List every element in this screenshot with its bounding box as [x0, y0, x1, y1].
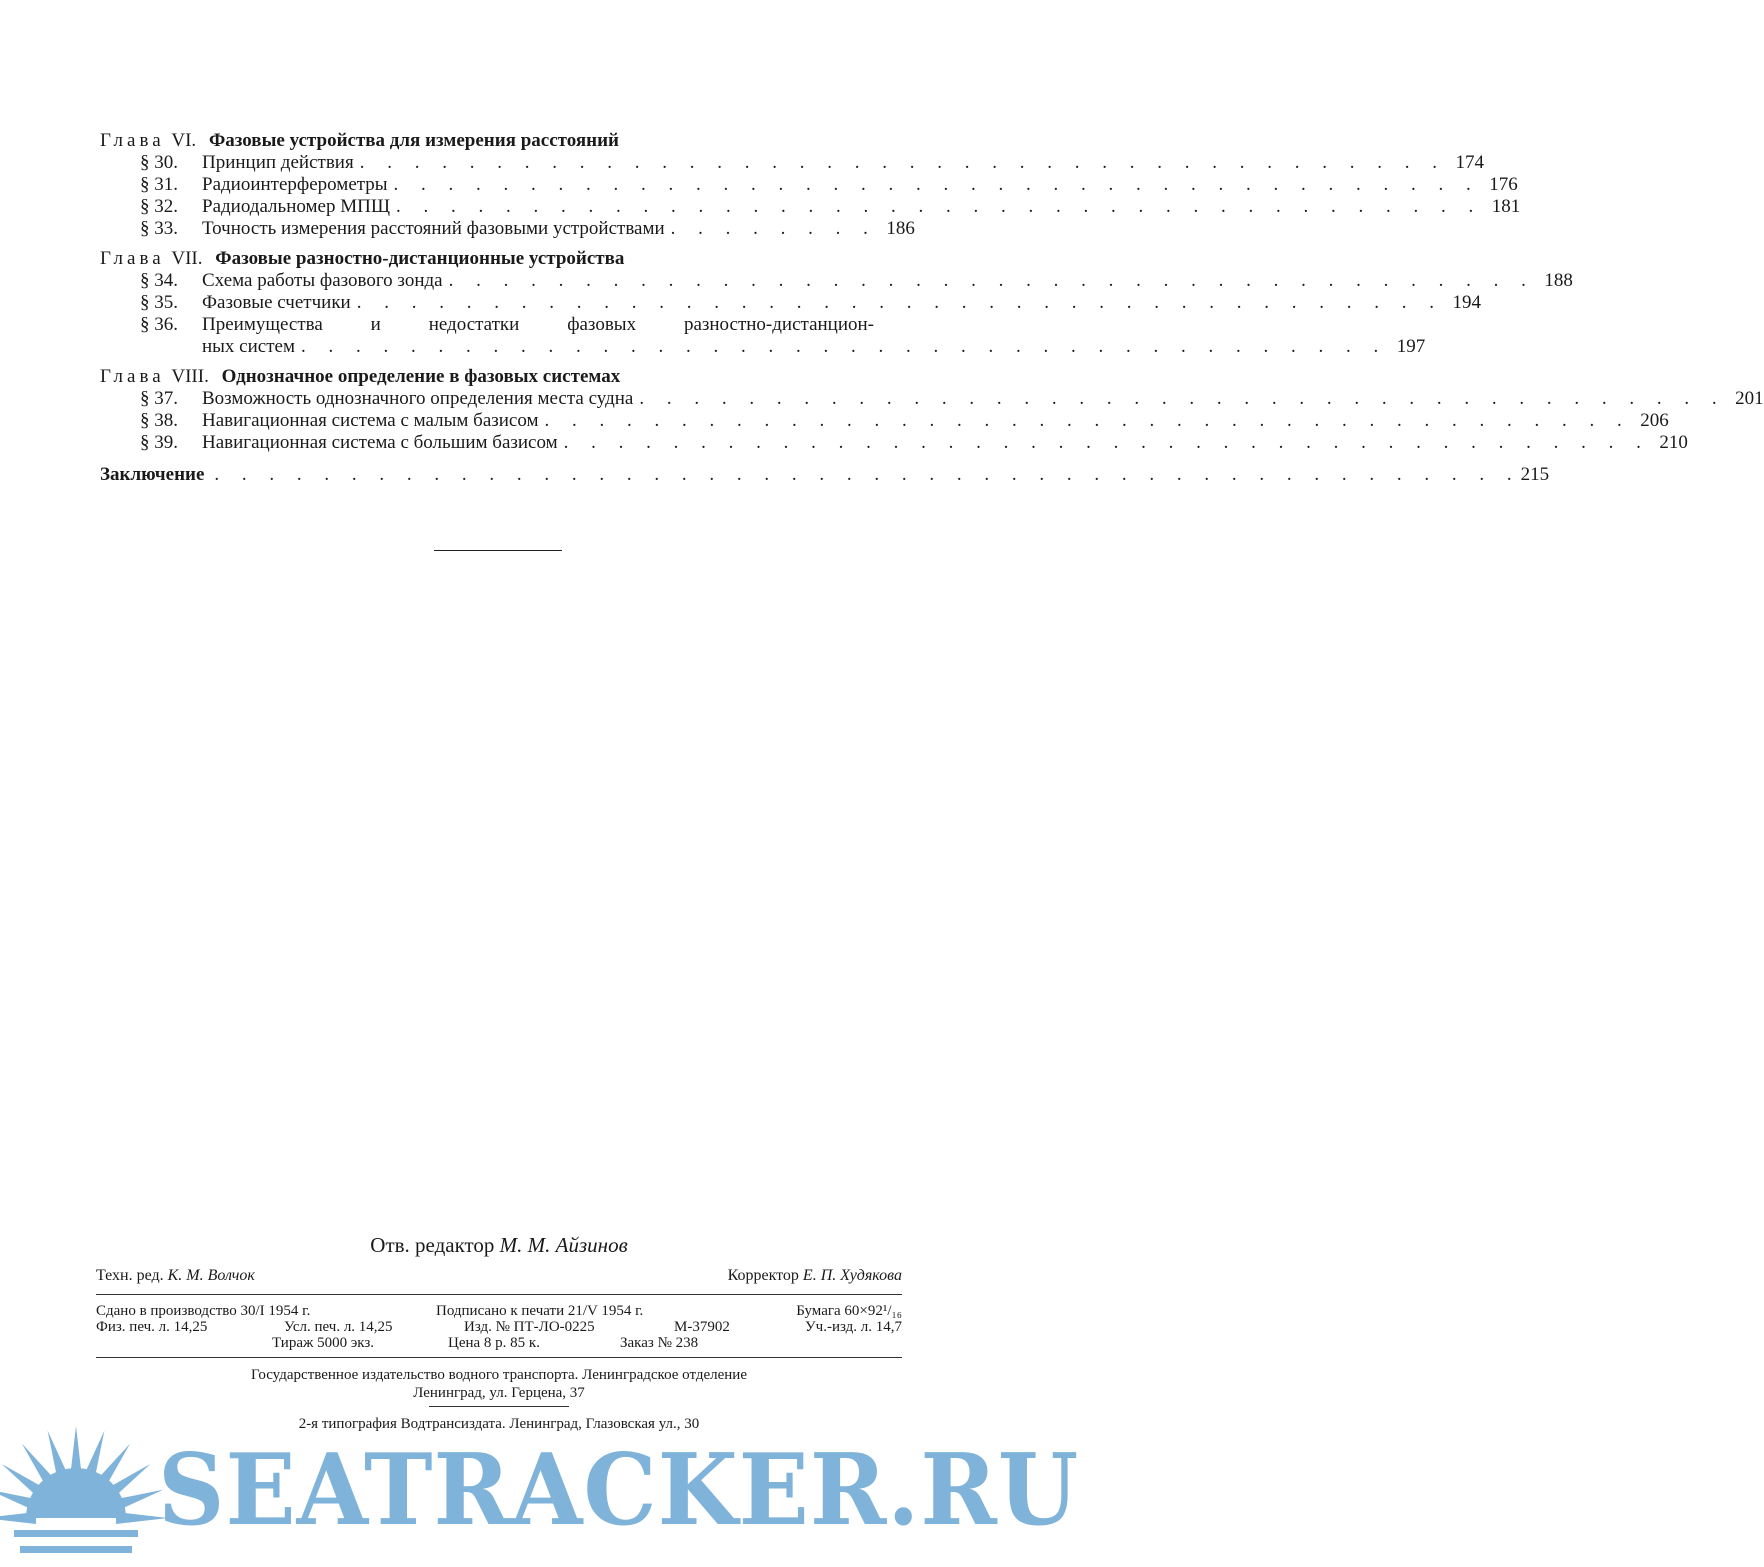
toc-entry[interactable]	[100, 174, 1518, 196]
leader-dots: . . . . . . . . . . . . . . . . . . . . . . . . . . . . . . . . . . . . . . . .	[359, 152, 1446, 173]
leader-dots: . . . . . . . . . . . . . . . . . . . . . . . . . . . . . . . . . . . . . . . .	[300, 336, 1388, 357]
page-number: 174	[1455, 152, 1484, 173]
section-number: § 36.	[140, 314, 178, 335]
page-number: 201	[1735, 388, 1764, 409]
izd-number: Изд. № ПТ-ЛО-0225	[464, 1319, 595, 1335]
publisher-name: Государственное издательство водного транспорта. Ленинградское отделение	[251, 1367, 747, 1383]
toc-entry[interactable]	[100, 292, 1481, 314]
printer: 2-я типография Водтрансиздата. Ленинград, Глазовская ул., 30	[298, 1416, 700, 1432]
toc-entry[interactable]	[100, 152, 1484, 174]
production-date: Сдано в производство 30/I 1954 г.	[96, 1303, 311, 1319]
cond-sheets: Усл. печ. л. 14,25	[284, 1319, 393, 1335]
section-number: § 30.	[140, 152, 178, 173]
chapter-title: Фазовые разностно-дистанционные устройства	[215, 248, 625, 269]
leader-dots: . . . . . . . .	[670, 218, 877, 239]
corrector-name: Е. П. Худякова	[802, 1267, 902, 1284]
sun-icon	[0, 1426, 168, 1553]
table-of-contents	[100, 130, 1764, 486]
page-number: 206	[1640, 410, 1669, 431]
order-number: Заказ № 238	[620, 1335, 699, 1351]
section-number: § 32.	[140, 196, 178, 217]
divider	[434, 550, 562, 551]
page-number: 188	[1544, 270, 1573, 291]
page-number: 215	[1520, 464, 1550, 485]
signed-date: Подписано к печати 21/V 1954 г.	[436, 1303, 644, 1319]
section-title: Радиодальномер МПЩ	[202, 196, 390, 217]
section-title: Точность измерения расстояний фазовыми устройствами	[202, 218, 665, 239]
chapter-number: VII.	[171, 248, 203, 269]
toc-entry[interactable]	[100, 314, 895, 336]
tech-name: К. М. Волчок	[167, 1267, 255, 1284]
toc-entry[interactable]	[100, 218, 915, 240]
publication-info	[96, 1303, 902, 1353]
chapter-heading	[100, 248, 895, 270]
toc-entry[interactable]	[100, 270, 1573, 292]
publisher-address: Ленинград, ул. Герцена, 37	[413, 1385, 585, 1401]
divider	[96, 1294, 902, 1295]
tech-label: Техн. ред.	[96, 1267, 164, 1284]
watermark-text: SEATRACKER.RU	[158, 1433, 1080, 1548]
section-title: Принцип действия	[202, 152, 354, 173]
conclusion-title: Заключение	[100, 464, 205, 485]
imprint	[96, 1232, 902, 1433]
section-number: § 35.	[140, 292, 178, 313]
section-title: Фазовые счетчики	[202, 292, 351, 313]
section-title: Навигационная система с большим базисом	[202, 432, 558, 453]
chapter-word: Глава	[100, 248, 165, 269]
leader-dots: . . . . . . . . . . . . . . . . . . . . . . . . . . . . . . . . . . . . . . . .	[563, 432, 1650, 453]
toc-entry-continuation[interactable]	[100, 336, 1426, 358]
chapter-title: Фазовые устройства для измерения расстояний	[208, 130, 619, 151]
price: Цена 8 р. 85 к.	[448, 1335, 540, 1351]
chapter-number: VIII.	[171, 366, 209, 387]
leader-dots: . . . . . . . . . . . . . . . . . . . . . . . . . . . . . . . . . . . . . . . .	[448, 270, 1535, 291]
section-title: Возможность однозначного определения места судна	[202, 388, 634, 409]
section-number: § 31.	[140, 174, 178, 195]
section-title: Навигационная система с малым базисом	[202, 410, 539, 431]
section-number: § 37.	[140, 388, 178, 409]
page-number: 181	[1491, 196, 1521, 217]
phys-sheets: Физ. печ. л. 14,25	[96, 1319, 208, 1335]
chapter-word: Глава	[100, 366, 165, 387]
divider	[429, 1406, 569, 1407]
editor-name: М. М. Айзинов	[499, 1233, 628, 1257]
toc-conclusion[interactable]	[100, 464, 1550, 486]
leader-dots: . . . . . . . . . . . . . . . . . . . . . . . . . . . . . . . . . . . . . . . .	[396, 196, 1483, 217]
section-title-line1: Преимущества и недостатки фазовых разностно-дистанцион-	[202, 314, 874, 335]
chapter-heading	[100, 130, 895, 152]
tech-editor	[96, 1266, 255, 1286]
page-number: 186	[886, 218, 915, 239]
section-title: Радиоинтерферометры	[202, 174, 388, 195]
toc-entry[interactable]	[100, 196, 1521, 218]
leader-dots: . . . . . . . . . . . . . . . . . . . . . . . . . . . . . . . . . . . . . . . . . . . . . . . .	[214, 464, 1521, 485]
leader-dots: . . . . . . . . . . . . . . . . . . . . . . . . . . . . . . . . . . . . . . . .	[356, 292, 1443, 313]
section-title: Схема работы фазового зонда	[202, 270, 443, 291]
editor-line	[96, 1232, 902, 1258]
chapter-word: Глава	[100, 130, 165, 151]
chapter-heading	[100, 366, 895, 388]
divider	[96, 1357, 902, 1358]
print-run: Тираж 5000 экз.	[272, 1335, 375, 1351]
corrector-label: Корректор	[727, 1267, 799, 1284]
section-number: § 34.	[140, 270, 178, 291]
chapter-title: Однозначное определение в фазовых системах	[221, 366, 621, 387]
leader-dots: . . . . . . . . . . . . . . . . . . . . . . . . . . . . . . . . . . . . . . . .	[393, 174, 1480, 195]
editor-label: Отв. редактор	[370, 1233, 495, 1257]
page-number: 197	[1396, 336, 1426, 357]
toc-entry[interactable]	[100, 432, 1688, 454]
staff-line	[96, 1266, 902, 1286]
publisher	[96, 1366, 902, 1402]
leader-dots: . . . . . . . . . . . . . . . . . . . . . . . . . . . . . . . . . . . . . . . .	[639, 388, 1726, 409]
m-number: М-37902	[674, 1319, 730, 1335]
uch-sheets: Уч.-изд. л. 14,7	[805, 1319, 902, 1335]
section-number: § 38.	[140, 410, 178, 431]
corrector	[728, 1266, 902, 1286]
leader-dots: . . . . . . . . . . . . . . . . . . . . . . . . . . . . . . . . . . . . . . . .	[544, 410, 1631, 431]
page-number: 176	[1489, 174, 1518, 195]
section-number: § 33.	[140, 218, 178, 239]
section-title-line2: ных систем	[202, 336, 295, 357]
chapter-number: VI.	[171, 130, 197, 151]
section-number: § 39.	[140, 432, 178, 453]
page-number: 194	[1452, 292, 1481, 313]
toc-entry[interactable]	[100, 388, 1764, 410]
page-number: 210	[1659, 432, 1688, 453]
paper-format: Бумага 60×92¹/₁₆	[796, 1303, 902, 1319]
toc-entry[interactable]	[100, 410, 1669, 432]
